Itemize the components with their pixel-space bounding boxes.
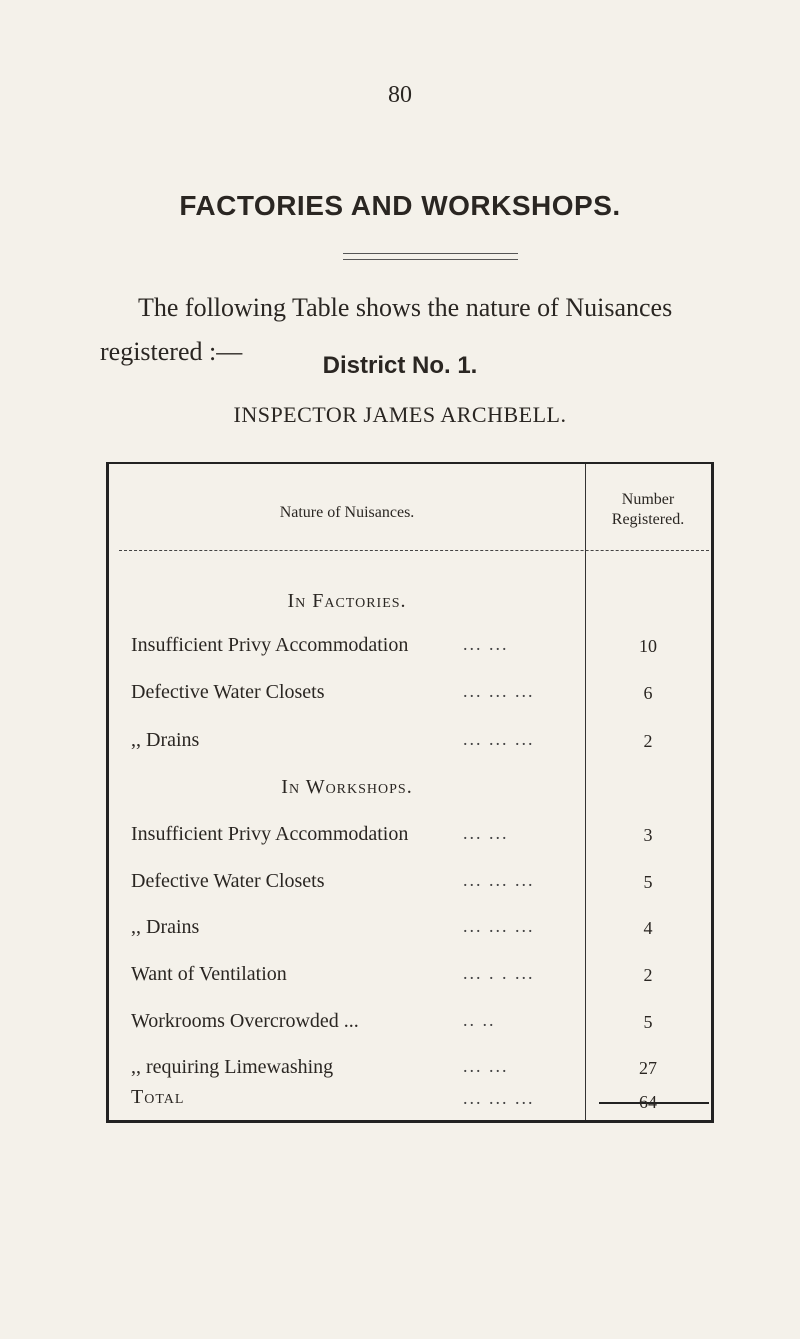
row-leader-dots: ... ... ... <box>463 870 535 890</box>
row-leader-dots: ... ... ... <box>463 729 535 749</box>
row-label: Want of Ventilation <box>131 963 287 985</box>
inspector-name: INSPECTOR JAMES ARCHBELL. <box>233 402 567 427</box>
total-value: 64 <box>639 1092 657 1112</box>
row-value: 2 <box>643 731 653 751</box>
row-leader-dots: ... ... <box>463 1056 509 1076</box>
total-label: Total <box>131 1086 185 1108</box>
row-leader-dots: ... ... <box>463 634 509 654</box>
intro-line-2: registered :— <box>100 337 243 366</box>
row-value: 5 <box>643 872 653 892</box>
row-value: 5 <box>643 1012 653 1032</box>
row-leader-dots: .. .. <box>463 1010 496 1030</box>
row-value: 3 <box>643 825 653 845</box>
row-leader-dots: ... ... <box>463 823 509 843</box>
row-label: Insufficient Privy Accommodation <box>131 634 409 656</box>
page-number: 80 <box>388 82 412 108</box>
row-value: 6 <box>643 683 653 703</box>
row-label: ,, Drains <box>131 729 200 751</box>
column-header-number <box>585 490 711 530</box>
row-value: 10 <box>639 636 657 656</box>
total-leader-dots: ... ... ... <box>463 1088 535 1108</box>
section-workshops: In Workshops. <box>281 776 413 798</box>
row-value: 2 <box>643 965 653 985</box>
row-leader-dots: ... ... ... <box>463 681 535 701</box>
row-label: ,, Drains <box>131 916 200 938</box>
row-label: ,, requiring Limewashing <box>131 1056 334 1078</box>
row-leader-dots: ... ... ... <box>463 916 535 936</box>
section-factories: In Factories. <box>287 590 407 612</box>
column-header-number-line1: Number <box>621 491 675 508</box>
heading-rule <box>343 253 518 260</box>
intro-line-1: The following Table shows the nature of Nuisances <box>138 293 673 322</box>
row-label: Defective Water Closets <box>131 870 325 892</box>
row-value: 27 <box>639 1058 657 1078</box>
column-header-nature: Nature of Nuisances. <box>279 504 415 521</box>
row-label: Workrooms Overcrowded ... <box>131 1010 359 1032</box>
row-label: Insufficient Privy Accommodation <box>131 823 409 845</box>
row-label: Defective Water Closets <box>131 681 325 703</box>
nuisances-table <box>106 462 714 1123</box>
page-heading: FACTORIES AND WORKSHOPS. <box>179 190 621 221</box>
district-title: District No. 1. <box>322 352 478 379</box>
column-header-number-line2: Registered. <box>611 511 685 528</box>
header-rule <box>119 550 709 551</box>
row-value: 4 <box>643 918 653 938</box>
row-leader-dots: ... . . ... <box>463 963 535 983</box>
